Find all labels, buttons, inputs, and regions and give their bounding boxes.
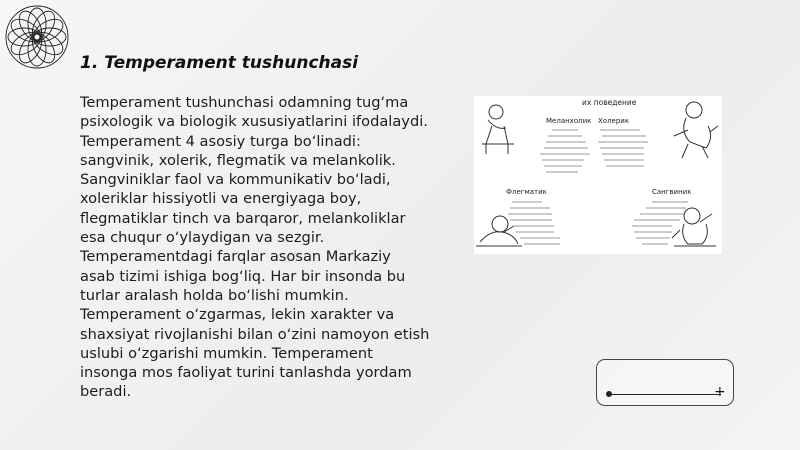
rosette-logo-icon bbox=[4, 4, 70, 70]
slider-handle[interactable] bbox=[606, 391, 612, 397]
label-sanguine: Сангвиник bbox=[652, 188, 692, 196]
figure-heading: их поведение bbox=[582, 98, 637, 107]
description-lines bbox=[508, 130, 688, 244]
plus-icon[interactable]: + bbox=[714, 384, 726, 400]
slide-title: 1. Temperament tushunchasi bbox=[80, 53, 359, 73]
slide-body-text: Temperament tushunchasi odamning tug‘ma psixologik va biologik xususiyatlarini ifodalaydi. Temperament 4 asosiy turga bo‘linadi: sangvinik, xolerik, flegmatik va melankolik. Sangviniklar faol va kommunikativ bo‘ladi, xoleriklar hissiyotli va energiyaga boy, flegmatiklar tinch va barqaror, melankoliklar esa chuqur o‘ylaydigan va sezgir. Temperamentdagi farqlar asosan Markaziy asab tizimi ishiga bog‘liq. Har bir insonda bu turlar aralash holda bo‘lishi mumkin. Temperament o‘zgarmas, lekin xarakter va shaxsiyat rivojlanishi bilan o‘zini namoyon etish uslubi o‘zgarishi mumkin. Temperament insonga mos faoliyat turini tanlashda yordam beradi. bbox=[80, 94, 430, 401]
slider-track[interactable] bbox=[609, 394, 721, 395]
label-melancholic: Меланхолик bbox=[546, 117, 592, 125]
choleric-figure-icon bbox=[674, 102, 718, 158]
melancholic-figure-icon bbox=[482, 105, 514, 154]
temperament-illustration bbox=[474, 96, 722, 254]
media-slider-control[interactable] bbox=[596, 359, 734, 406]
label-phlegmatic: Флегматик bbox=[506, 188, 547, 196]
label-choleric: Холерик bbox=[598, 117, 630, 125]
